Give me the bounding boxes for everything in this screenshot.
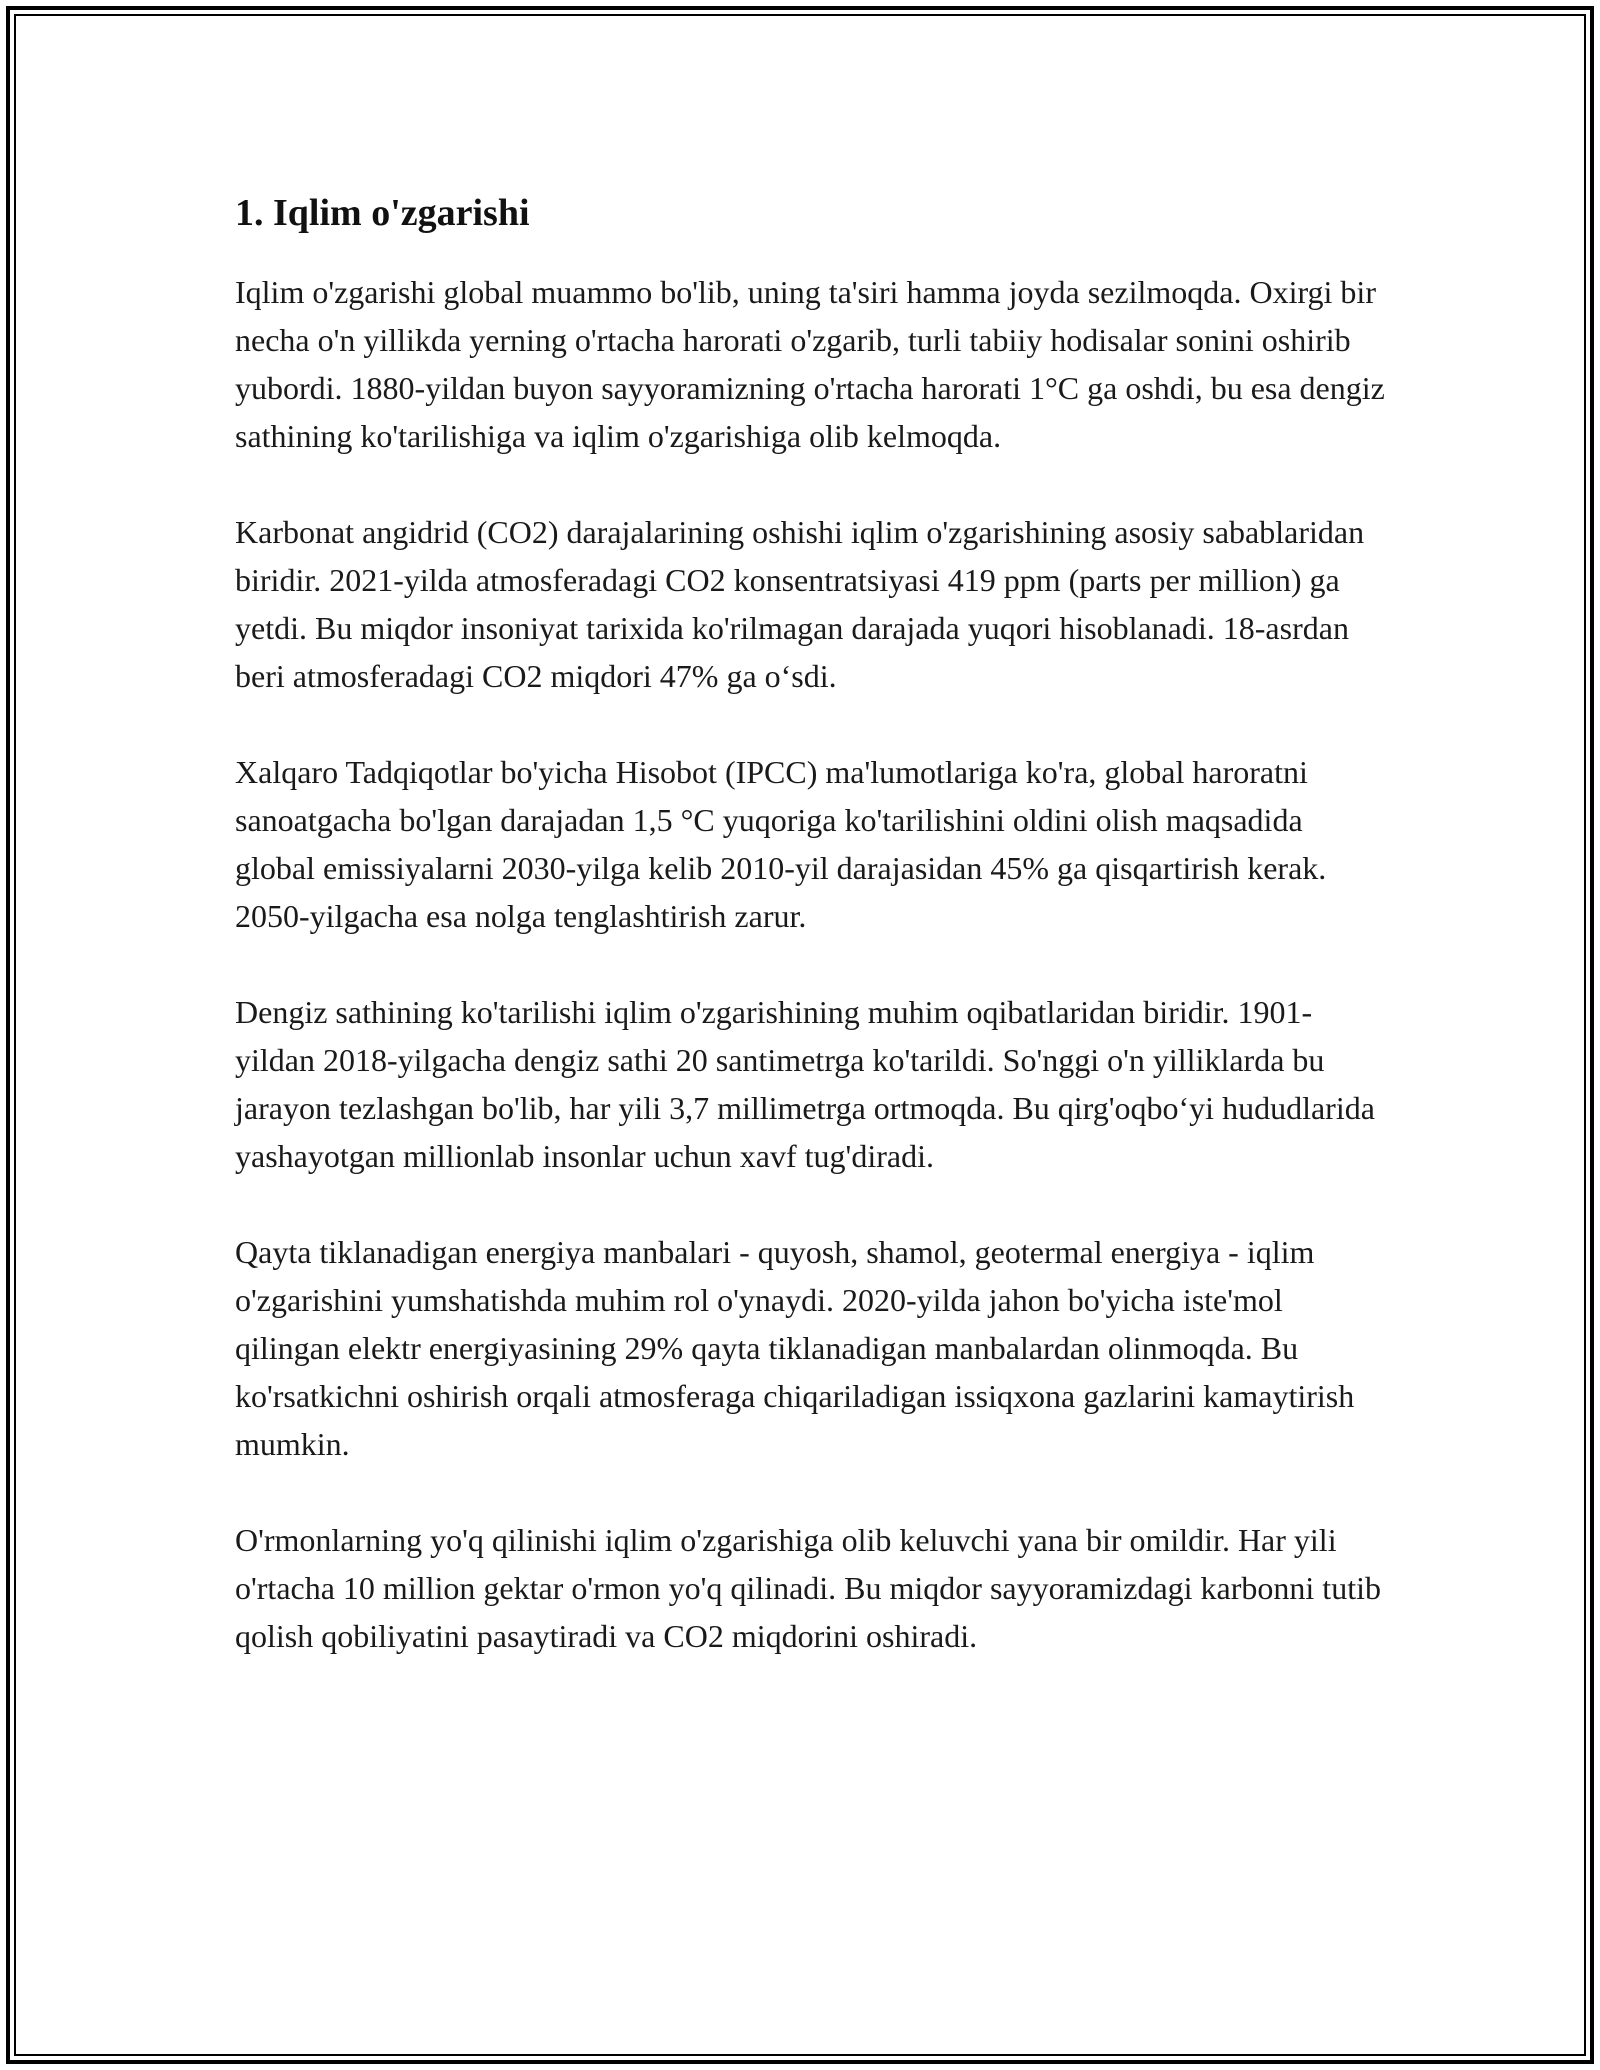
section-title: 1. Iqlim o'zgarishi	[235, 192, 530, 234]
paragraph-deforestation: O'rmonlarning yo'q qilinishi iqlim o'zgarishiga olib keluvchi yana bir omildir. Har yili o'rtacha 10 million gektar o'rmon yo'q qilinadi. Bu miqdor sayyoramizdagi karbonni tutib qolish qobiliyatini pasaytiradi va CO2 miqdorini oshiradi.	[235, 1522, 1381, 1654]
paragraph-sea-level: Dengiz sathining ko'tarilishi iqlim o'zgarishining muhim oqibatlaridan biridir. 1901-yildan 2018-yilgacha dengiz sathi 20 santimetrga ko'tarildi. So'nggi o'n yilliklarda bu jarayon tezlashgan bo'lib, har yili 3,7 millimetrga ortmoqda. Bu qirg'oqbo‘yi hududlarida yashayotgan millionlab insonlar uchun xavf tug'diradi.	[235, 994, 1375, 1174]
paragraph-intro: Iqlim o'zgarishi global muammo bo'lib, uning ta'siri hamma joyda sezilmoqda. Oxirgi bir necha o'n yillikda yerning o'rtacha harorati o'zgarib, turli tabiiy hodisalar sonini oshirib yubordi. 1880-yildan buyon sayyoramizning o'rtacha harorati 1°C ga oshdi, bu esa dengiz sathining ko'tarilishiga va iqlim o'zgarishiga olib kelmoqda.	[235, 274, 1385, 454]
paragraph-co2: Karbonat angidrid (CO2) darajalarining oshishi iqlim o'zgarishining asosiy sabablaridan biridir. 2021-yilda atmosferadagi CO2 konsentratsiyasi 419 ppm (parts per million) ga yetdi. Bu miqdor insoniyat tarixida ko'rilmagan darajada yuqori hisoblanadi. 18-asrdan beri atmosferadagi CO2 miqdori 47% ga o‘sdi.	[235, 514, 1365, 694]
paragraph-ipcc: Xalqaro Tadqiqotlar bo'yicha Hisobot (IPCC) ma'lumotlariga ko'ra, global haroratni sanoatgacha bo'lgan darajadan 1,5 °C yuqoriga ko'tarilishini oldini olish maqsadida global emissiyalarni 2030-yilga kelib 2010-yil darajasidan 45% ga qisqartirish kerak. 2050-yilgacha esa nolga tenglashtirish zarur.	[235, 754, 1327, 934]
paragraph-renewable-energy: Qayta tiklanadigan energiya manbalari - quyosh, shamol, geotermal energiya - iqlim o'zgarishini yumshatishda muhim rol o'ynaydi. 2020-yilda jahon bo'yicha iste'mol qilingan elektr energiyasining 29% qayta tiklanadigan manbalardan olinmoqda. Bu ko'rsatkichni oshirish orqali atmosferaga chiqariladigan issiqxona gazlarini kamaytirish mumkin.	[235, 1234, 1355, 1462]
document-body	[235, 186, 1385, 1660]
